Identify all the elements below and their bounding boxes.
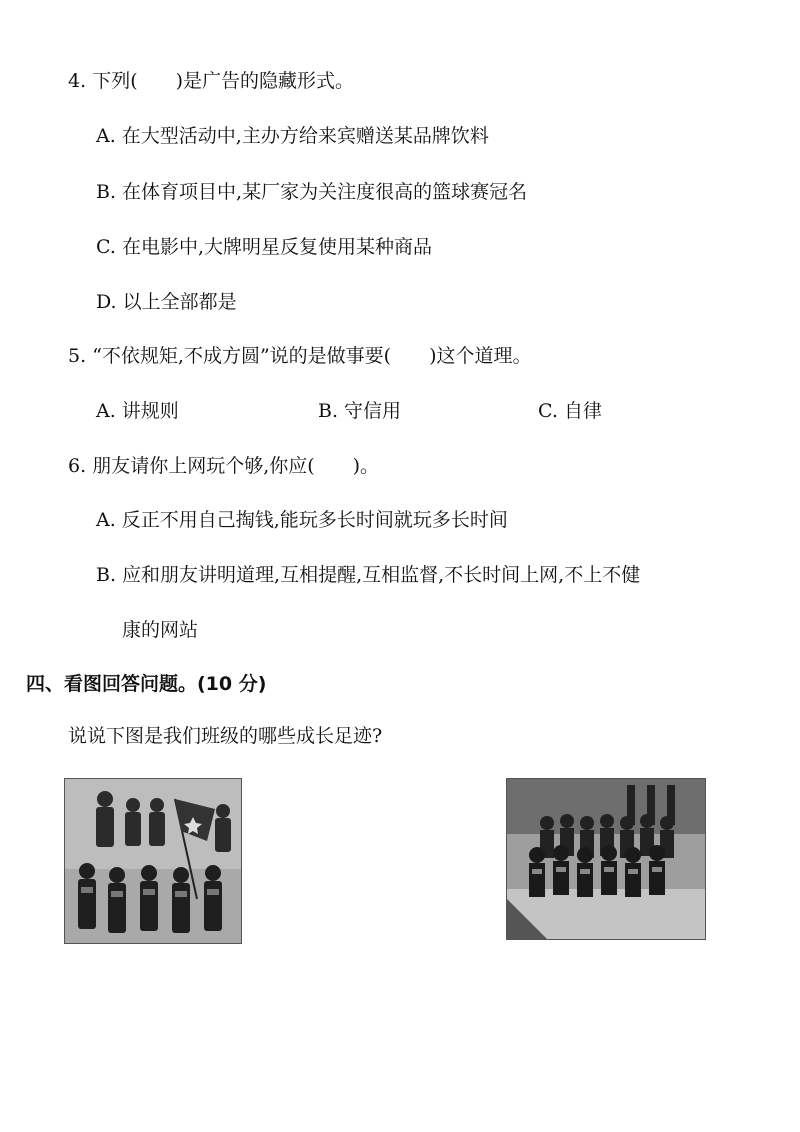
question-5-stem: “不依规矩,不成方圆”说的是做事要( )这个道理。 <box>92 345 532 367</box>
question-5-number: 5. <box>68 345 87 367</box>
question-4-option-b: B. 在体育项目中,某厂家为关注度很高的篮球赛冠名 <box>96 181 528 203</box>
question-6-option-b-continued: 康的网站 <box>122 619 199 641</box>
question-6-stem: 朋友请你上网玩个够,你应( )。 <box>92 455 380 477</box>
question-4-number: 4. <box>68 70 87 92</box>
question-4-option-c: C. 在电影中,大牌明星反复使用某种商品 <box>96 236 432 258</box>
question-6-option-a: A. 反正不用自己掏钱,能玩多长时间就玩多长时间 <box>96 509 508 531</box>
question-5-option-b: B. 守信用 <box>318 400 402 422</box>
question-6-number: 6. <box>68 455 87 477</box>
section-4-title: 四、看图回答问题。(10 分) <box>26 673 267 695</box>
question-4-option-a: A. 在大型活动中,主办方给来宾赠送某品牌饮料 <box>96 125 489 147</box>
question-4-option-d: D. 以上全部都是 <box>96 291 237 313</box>
question-6-option-b: B. 应和朋友讲明道理,互相提醒,互相监督,不长时间上网,不上不健 <box>96 564 641 586</box>
section-4-prompt: 说说下图是我们班级的哪些成长足迹? <box>68 725 383 747</box>
photo-class-group <box>506 778 706 940</box>
question-5-option-a: A. 讲规则 <box>96 400 179 422</box>
photo-flag-ceremony <box>64 778 242 944</box>
question-4-stem: 下列( )是广告的隐藏形式。 <box>92 70 355 92</box>
question-5-option-c: C. 自律 <box>538 400 602 422</box>
